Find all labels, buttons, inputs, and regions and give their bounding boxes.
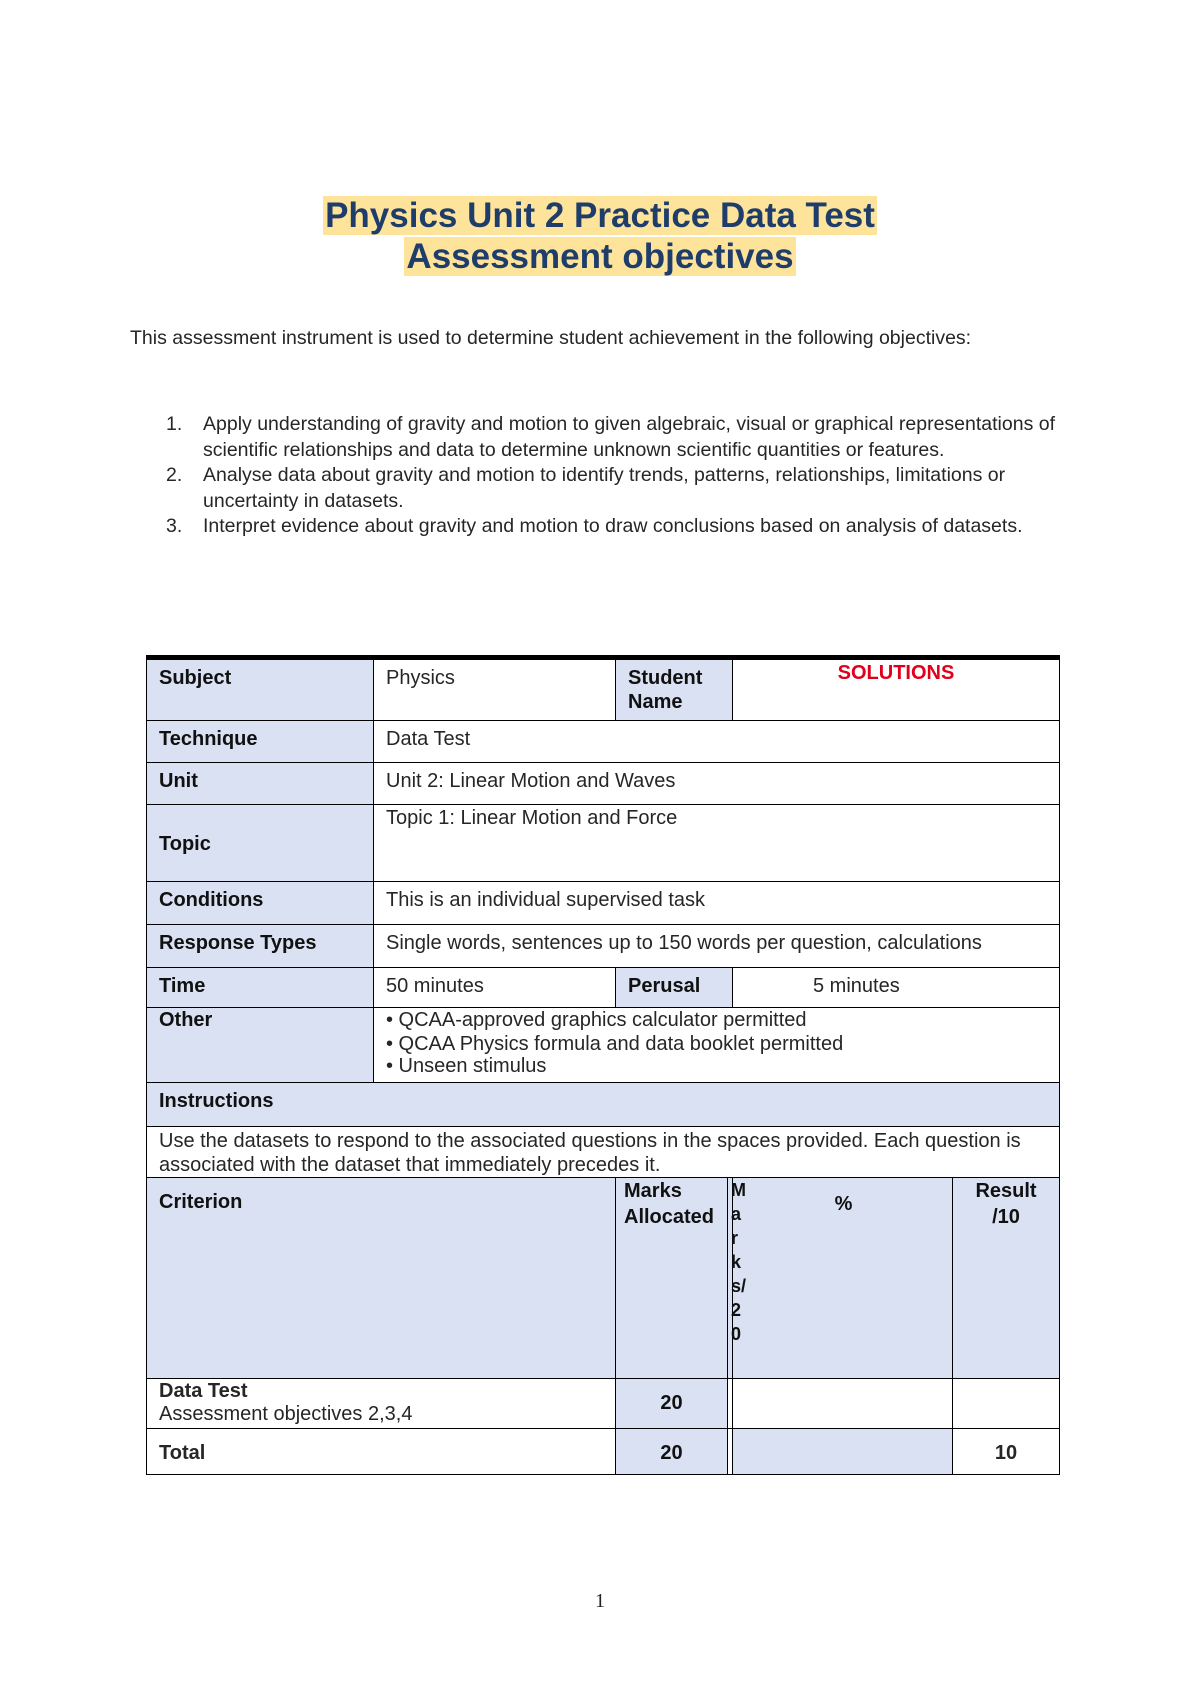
other-item: • QCAA-approved graphics calculator permitted — [386, 1009, 807, 1031]
intro-paragraph: This assessment instrument is used to determine student achievement in the following objectives: — [130, 327, 972, 349]
document-title — [0, 195, 1200, 237]
objectives-list — [130, 412, 1060, 540]
perusal-value: 5 minutes — [732, 967, 1060, 1008]
response-types-label: Response Types — [146, 924, 374, 968]
technique-label: Technique — [146, 720, 374, 763]
perusal-label: Perusal — [615, 967, 733, 1008]
time-label: Time — [146, 967, 374, 1008]
data-test-sub: Assessment objectives 2,3,4 — [159, 1403, 413, 1425]
subject-value: Physics — [373, 659, 616, 721]
unit-value: Unit 2: Linear Motion and Waves — [373, 762, 1060, 805]
total-percent — [732, 1428, 953, 1475]
conditions-value: This is an individual supervised task — [373, 881, 1060, 925]
document-subtitle — [0, 236, 1200, 278]
assessment-info-table — [146, 655, 1060, 1479]
criterion-label: Criterion — [146, 1177, 616, 1379]
technique-value: Data Test — [373, 720, 1060, 763]
percent-label: % — [834, 1193, 853, 1215]
data-test-percent[interactable] — [732, 1378, 953, 1429]
other-item: • QCAA Physics formula and data booklet permitted — [386, 1033, 844, 1055]
data-test-cell — [146, 1378, 616, 1429]
objective-text: Interpret evidence about gravity and motion to draw conclusions based on analysis of datasets. — [203, 515, 1023, 537]
other-item: • Unseen stimulus — [386, 1055, 547, 1077]
topic-label: Topic — [146, 804, 374, 882]
conditions-label: Conditions — [146, 881, 374, 925]
objective-item — [130, 463, 1060, 514]
result-label: Result /10 — [952, 1177, 1060, 1379]
objective-text: Analyse data about gravity and motion to identify trends, patterns, relationships, limitations or uncertainty in datasets. — [203, 464, 1006, 512]
student-name-label: Student Name — [615, 659, 733, 721]
total-marks: 20 — [615, 1428, 728, 1475]
title-line1: Physics Unit 2 Practice Data Test — [325, 196, 875, 235]
student-name-field[interactable] — [732, 659, 1060, 721]
title-line2: Assessment objectives — [406, 237, 794, 276]
page-number: 1 — [595, 1590, 605, 1612]
topic-value: Topic 1: Linear Motion and Force — [373, 804, 1060, 882]
data-test-label: Data Test — [159, 1380, 248, 1402]
other-label: Other — [146, 1007, 374, 1083]
response-types-value: Single words, sentences up to 150 words per question, calculations — [373, 924, 1060, 968]
other-value — [373, 1007, 1060, 1083]
percent-header — [732, 1177, 953, 1379]
objective-item — [130, 412, 1060, 463]
marks-20-label: Marks/20 — [731, 1180, 747, 1344]
student-name-value: SOLUTIONS — [837, 662, 955, 684]
data-test-marks: 20 — [615, 1378, 728, 1429]
objective-text: Apply understanding of gravity and motion to given algebraic, visual or graphical representations of scientific relationships and data to determine unknown scientific quantities or features. — [203, 413, 1056, 461]
objective-number: 1. — [166, 413, 183, 435]
total-label: Total — [146, 1428, 616, 1475]
total-result: 10 — [952, 1428, 1060, 1475]
objective-number: 3. — [166, 515, 183, 537]
data-test-result[interactable] — [952, 1378, 1060, 1429]
objective-number: 2. — [166, 464, 183, 486]
instructions-label: Instructions — [146, 1082, 1060, 1127]
time-value: 50 minutes — [373, 967, 616, 1008]
subject-label: Subject — [146, 659, 374, 721]
unit-label: Unit — [146, 762, 374, 805]
instructions-value: Use the datasets to respond to the associated questions in the spaces provided. Each question is associated with the dataset that immediately precedes it. — [146, 1126, 1060, 1178]
objective-item — [130, 514, 1060, 540]
marks-allocated-label: Marks Allocated — [615, 1177, 728, 1379]
